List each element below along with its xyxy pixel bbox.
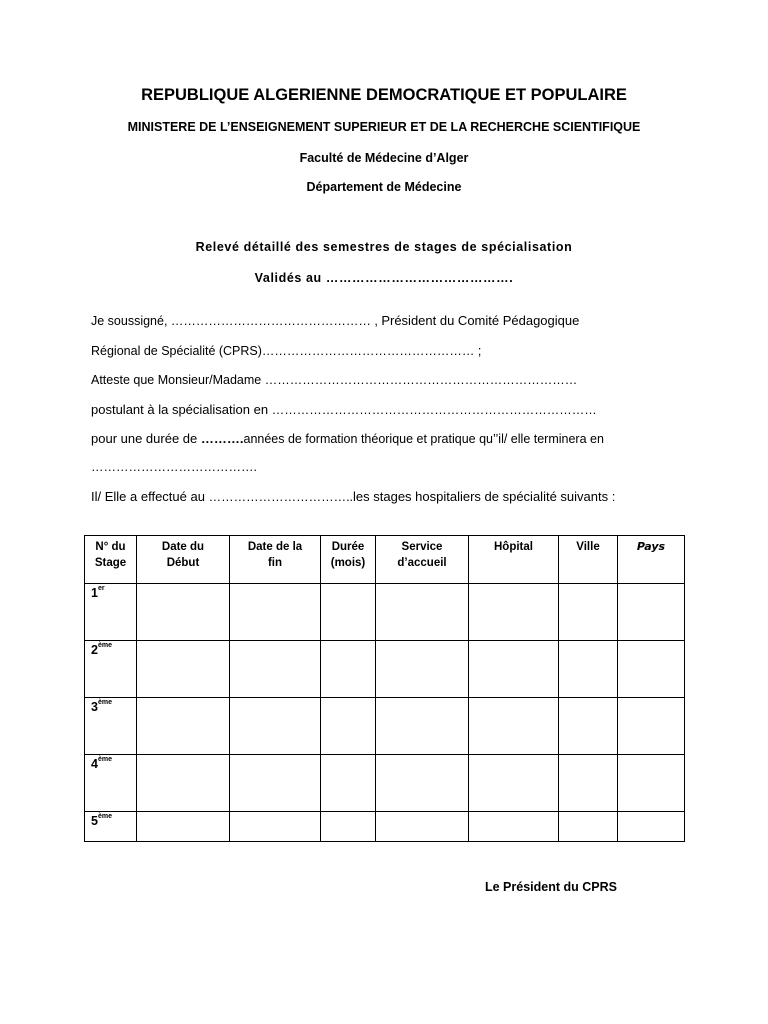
col-end-date-cell[interactable]: [230, 641, 321, 698]
col-start-date-cell[interactable]: [137, 812, 230, 842]
table-row: [85, 698, 685, 755]
col-duration-cell[interactable]: [321, 755, 376, 812]
col-end-date-header: Date de la fin: [230, 536, 321, 584]
col-city-cell[interactable]: [559, 755, 618, 812]
stage-ordinal-suffix: er: [97, 585, 105, 592]
col-country-cell[interactable]: [618, 641, 685, 698]
duration-line: [91, 431, 604, 446]
ministry-title: MINISTERE DE L’ENSEIGNEMENT SUPERIEUR ET DE LA RECHERCHE SCIENTIFIQUE: [127, 120, 641, 134]
col-service-cell[interactable]: [376, 812, 469, 842]
col-service-cell[interactable]: [376, 698, 469, 755]
stage-number-cell: [85, 755, 137, 812]
col-duration-header: Durée (mois): [321, 536, 376, 584]
col-duration-cell[interactable]: [321, 641, 376, 698]
col-service-cell[interactable]: [376, 584, 469, 641]
department-title: Département de Médecine: [306, 180, 462, 194]
undersigned-text: Je soussigné, ………………………………………… ,: [91, 314, 382, 328]
col-start-date-cell[interactable]: [137, 698, 230, 755]
col-end-date-cell[interactable]: [230, 755, 321, 812]
undersigned-line: [91, 313, 579, 328]
stages-dots: ……………………………..: [208, 490, 354, 504]
col-start-date-header: Date du Début: [137, 536, 230, 584]
stages-text-b: les stages hospitaliers de spécialité suivants :: [353, 489, 616, 504]
col-service-cell[interactable]: [376, 641, 469, 698]
training-text: années de formation théorique et pratique qu’’il/ elle terminera en: [243, 432, 604, 446]
col-start-date-cell[interactable]: [137, 584, 230, 641]
stage-ordinal-suffix: ème: [97, 699, 112, 706]
president-text: Président du Comité Pédagogique: [381, 313, 580, 328]
col-duration-cell[interactable]: [321, 812, 376, 842]
col-start-date-cell[interactable]: [137, 755, 230, 812]
table-row: [85, 584, 685, 641]
stages-text-a: Il/ Elle a effectué au: [91, 489, 209, 504]
stage-number: 1: [91, 586, 98, 600]
col-hospital-cell[interactable]: [469, 755, 559, 812]
republic-title: REPUBLIQUE ALGERIENNE DEMOCRATIQUE ET POPULAIRE: [141, 86, 627, 104]
col-hospital-cell[interactable]: [469, 584, 559, 641]
table-row: [85, 641, 685, 698]
col-duration-cell[interactable]: [321, 584, 376, 641]
col-city-cell[interactable]: [559, 812, 618, 842]
stage-number-cell: [85, 698, 137, 755]
table-header-row: [85, 536, 685, 584]
col-hospital-cell[interactable]: [469, 698, 559, 755]
duration-text: pour une durée de: [91, 431, 201, 446]
col-hospital-cell[interactable]: [469, 641, 559, 698]
col-city-cell[interactable]: [559, 584, 618, 641]
validation-date-line: Validés au …………………………………….: [254, 271, 514, 285]
col-city-header: Ville: [559, 536, 618, 584]
document-title: Relevé détaillé des semestres de stages de spécialisation: [195, 240, 573, 254]
col-end-date-cell[interactable]: [230, 698, 321, 755]
stage-number-cell: [85, 812, 137, 842]
cprs-line: Régional de Spécialité (CPRS)…………………………………………… ;: [91, 344, 482, 358]
duration-dots: ……….: [200, 431, 244, 446]
table-row: [85, 755, 685, 812]
end-date-line: ………………………………….: [91, 460, 257, 474]
col-service-cell[interactable]: [376, 755, 469, 812]
stage-number: 4: [91, 757, 98, 771]
col-country-cell[interactable]: [618, 584, 685, 641]
stage-number: 5: [91, 814, 98, 828]
col-country-cell[interactable]: [618, 812, 685, 842]
col-end-date-cell[interactable]: [230, 812, 321, 842]
col-end-date-cell[interactable]: [230, 584, 321, 641]
stage-ordinal-suffix: ème: [97, 813, 112, 820]
col-stage-number-header: N° du Stage: [85, 536, 137, 584]
stage-number-cell: [85, 641, 137, 698]
stages-table: [84, 535, 685, 842]
stage-number: 2: [91, 643, 98, 657]
col-duration-cell[interactable]: [321, 698, 376, 755]
col-hospital-cell[interactable]: [469, 812, 559, 842]
col-hospital-header: Hôpital: [469, 536, 559, 584]
stages-line: [91, 489, 615, 504]
col-service-header: Service d’accueil: [376, 536, 469, 584]
stage-number-cell: [85, 584, 137, 641]
attestation-line: Atteste que Monsieur/Madame …………………………………………………………………: [91, 373, 578, 387]
col-country-cell[interactable]: [618, 698, 685, 755]
stage-ordinal-suffix: ème: [97, 756, 112, 763]
col-start-date-cell[interactable]: [137, 641, 230, 698]
specialization-text: postulant à la spécialisation en: [91, 402, 272, 417]
stage-number: 3: [91, 700, 98, 714]
col-country-header: Pays: [618, 536, 685, 584]
faculty-title: Faculté de Médecine d’Alger: [299, 151, 469, 165]
table-row: [85, 812, 685, 842]
signature-label: Le Président du CPRS: [485, 880, 617, 894]
stage-ordinal-suffix: ème: [97, 642, 112, 649]
specialization-dots: ……………………………………………………………………: [271, 403, 597, 417]
col-city-cell[interactable]: [559, 698, 618, 755]
col-country-cell[interactable]: [618, 755, 685, 812]
specialization-line: [91, 402, 597, 417]
col-city-cell[interactable]: [559, 641, 618, 698]
